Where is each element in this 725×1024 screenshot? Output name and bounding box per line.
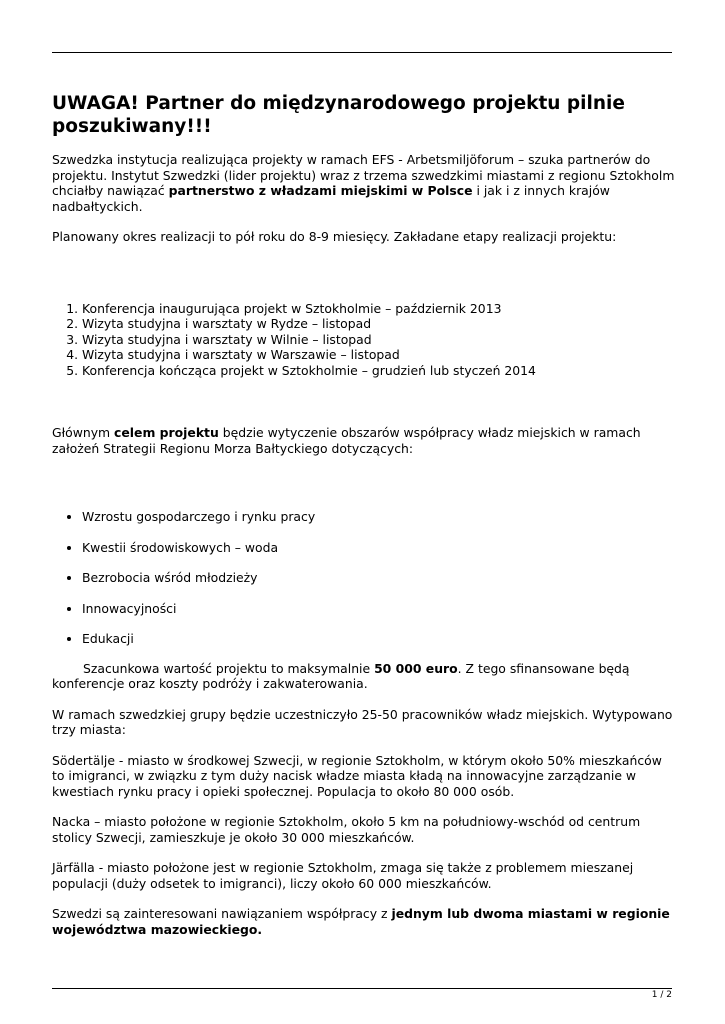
list-item: 1. Konferencja inaugurująca projekt w Sztokholmie – październik 2013 <box>82 301 678 317</box>
page-number: 1 / 2 <box>651 990 672 1000</box>
page-title: UWAGA! Partner do międzynarodowego projektu pilnie poszukiwany!!! <box>52 93 625 137</box>
list-item: • Kwestii środowiskowych – woda <box>82 540 678 556</box>
list-item: • Innowacyjności <box>82 601 678 617</box>
city-paragraph-sodertalje: Södertälje - miasto w środkowej Szwecji, w regionie Sztokholm, w którym około 50% mieszkańców to imigranci, w związku z tym duży nacisk władze miasta kładą na innowacyjne zarządzanie w kwestiach rynku pracy i opieki społecznej. Populacja to około 80 000 osób. <box>52 752 662 799</box>
group-paragraph: W ramach szwedzkiej grupy będzie uczestniczyło 25-50 pracowników władz miejskich. Wytypowano trzy miasta: <box>52 706 673 737</box>
city-paragraph-jarfalla: Järfälla - miasto położone jest w regionie Sztokholm, zmaga się także z problemem mieszanej populacji (duży odsetek to imigranci), liczy około 60 000 mieszkańców. <box>52 860 634 891</box>
value-paragraph: Szacunkowa wartość projektu to maksymalnie 50 000 euro. Z tego sfinansowane będą konferencje oraz koszty podróży i zakwaterowania. <box>52 660 630 691</box>
closing-paragraph: Szwedzi są zainteresowani nawiązaniem współpracy z jednym lub dwoma miastami w regionie województwa mazowieckiego. <box>52 906 670 937</box>
stages-list <box>52 301 678 379</box>
value-emphasis: 50 000 euro <box>374 660 458 676</box>
list-item: 5. Konferencja kończąca projekt w Sztokholmie – grudzień lub styczeń 2014 <box>82 363 678 379</box>
list-item: 3. Wizyta studyjna i warsztaty w Wilnie – listopad <box>82 332 678 348</box>
list-item: • Wzrostu gospodarczego i rynku pracy <box>82 509 678 525</box>
top-rule <box>52 52 672 53</box>
goal-paragraph: Głównym celem projektu będzie wytyczenie obszarów współpracy władz miejskich w ramach założeń Strategii Regionu Morza Bałtyckiego dotyczących: <box>52 425 641 456</box>
intro-paragraph: Szwedzka instytucja realizująca projekty w ramach EFS - Arbetsmiljöforum – szuka partnerów do projektu. Instytut Szwedzki (lider projektu) wraz z trzema szwedzkimi miastami z regionu Sztokholm chciałby nawiązać partnerstwo z władzami miejskimi w Polsce i jak i z innych krajów nadbałtyckich. <box>52 152 675 214</box>
list-item: 2. Wizyta studyjna i warsztaty w Rydze – listopad <box>82 316 678 332</box>
city-paragraph-nacka: Nacka – miasto położone w regionie Sztokholm, około 5 km na południowy-wschód od centrum stolicy Szwecji, zamieszkuje je około 30 000 mieszkańców. <box>52 814 641 845</box>
intro-emphasis: partnerstwo z władzami miejskimi w Polsce <box>168 183 473 198</box>
list-item: • Edukacji <box>82 631 678 647</box>
bottom-rule <box>52 988 672 989</box>
areas-list <box>52 509 678 647</box>
period-paragraph: Planowany okres realizacji to pół roku do 8-9 miesięcy. Zakładane etapy realizacji projektu: <box>52 229 617 244</box>
document-body <box>52 92 678 952</box>
closing-emphasis: jednym lub dwoma miastami w regionie województwa mazowieckiego. <box>52 906 670 937</box>
goal-emphasis: celem projektu <box>114 425 219 440</box>
list-item: • Bezrobocia wśród młodzieży <box>82 570 678 586</box>
list-item: 4. Wizyta studyjna i warsztaty w Warszawie – listopad <box>82 347 678 363</box>
